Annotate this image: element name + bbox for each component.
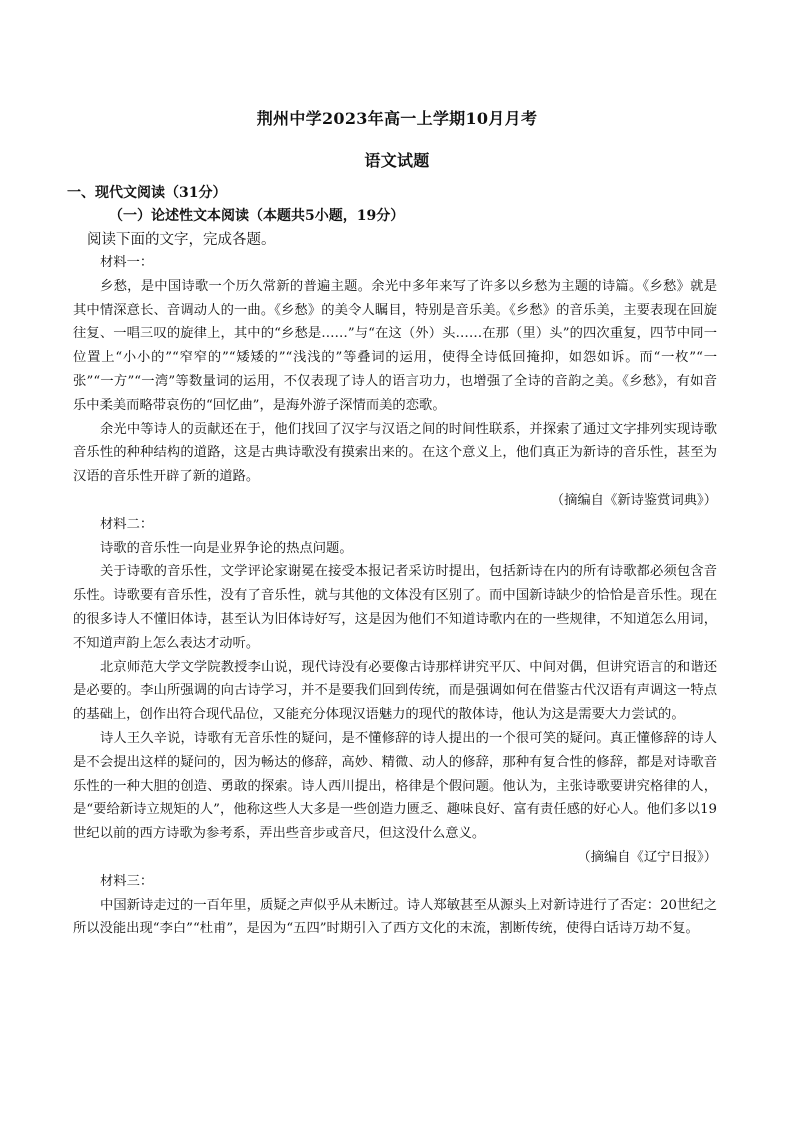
material-1-label: 材料一： <box>100 255 154 270</box>
exam-subtitle: 语文试题 <box>364 151 430 170</box>
material-3-label: 材料三： <box>100 873 154 889</box>
material-1-paragraph: 余光中等诗人的贡献还在于，他们找回了汉字与汉语之间的时间性联系，并探索了通过文字排列实现诗歌音乐性的种种结构的道路，这是古典诗歌没有摸索出来的。在这个意义上，他们真正为新诗的音乐性，甚至为汉语的音乐性开辟了新的道路。 <box>73 421 717 485</box>
material-2-paragraph: 诗歌的音乐性一向是业界争论的热点问题。 <box>100 540 353 556</box>
material-3-paragraph: 中国新诗走过的一百年里，质疑之声似乎从未断过。诗人郑敏甚至从源头上对新诗进行了否定：20世纪之所以没能出现“李白”“杜甫”，是因为“五四”时期引入了西方文化的末流，割断传统，使得白话诗万劫不复。 <box>73 897 717 937</box>
material-2-paragraph: 北京师范大学文学院教授李山说，现代诗没有必要像古诗那样讲究平仄、中间对偶，但讲究语言的和谐还是必要的。李山所强调的向古诗学习，并不是要我们回到传统，而是强调如何在借鉴古代汉语有声调这一特点的基础上，创作出符合现代品位，又能充分体现汉语魅力的现代的散体诗，他认为这是需要大力尝试的。 <box>73 659 717 723</box>
material-1-source: （摘编自《新诗鉴赏词典》） <box>550 492 717 508</box>
section-subheading: （一）论述性文本阅读（本题共5小题，19分） <box>109 208 405 224</box>
exam-title: 荆州中学2023年高一上学期10月月考 <box>256 109 538 128</box>
material-2-paragraph: 诗人王久辛说，诗歌有无音乐性的疑问，是不懂修辞的诗人提出的一个很可笑的疑问。真正懂修辞的诗人是不会提出这样的疑问的，因为畅达的修辞，高妙、精微、动人的修辞，那种有复合性的修辞，都是对诗歌音乐性的一种大胆的创造、勇敢的探索。诗人西川提出，格律是个假问题。他认为，主张诗歌要讲究格律的人，是“要给新诗立规矩的人”，他称这些人大多是一些创造力匮乏、趣味良好、富有责任感的好心人。他们多以19世纪以前的西方诗歌为参考系，弄出些音步或音尺，但这没什么意义。 <box>73 730 717 842</box>
reading-instruction: 阅读下面的文字，完成各题。 <box>87 232 276 248</box>
material-2-source: （摘编自《辽宁日报》） <box>577 849 717 865</box>
reading-passage <box>73 251 717 941</box>
material-2-paragraph: 关于诗歌的音乐性，文学评论家谢冕在接受本报记者采访时提出，包括新诗在内的所有诗歌都必须包含音乐性。诗歌要有音乐性，没有了音乐性，就与其他的文体没有区别了。而中国新诗缺少的恰恰是音乐性。现在的很多诗人不懂旧体诗，甚至认为旧体诗好写，这是因为他们不知道诗歌内在的一些规律，不知道怎么用词，不知道声韵上怎么表达才动听。 <box>73 564 717 651</box>
material-2-label: 材料二： <box>100 516 154 532</box>
section-heading: 一、现代文阅读（31分） <box>67 185 227 201</box>
material-1-paragraph: 乡愁，是中国诗歌一个历久常新的普遍主题。余光中多年来写了许多以乡愁为主题的诗篇。《乡愁》就是其中情深意长、音调动人的一曲。《乡愁》的美令人瞩目，特别是音乐美。《乡愁》的音乐美，主要表现在回旋往复、一唱三叹的旋律上，其中的“乡愁是……”与“在这（外）头……在那（里）头”的四次重复，四节中同一位置上“小小的”“窄窄的”“矮矮的”“浅浅的”等叠词的运用，使得全诗低回掩抑，如怨如诉。而“一枚”“一张”“一方”“一湾”等数量词的运用，不仅表现了诗人的语言功力，也增强了全诗的音韵之美。《乡愁》，有如音乐中柔美而略带哀伤的“回忆曲”，是海外游子深情而美的恋歌。 <box>73 278 717 413</box>
